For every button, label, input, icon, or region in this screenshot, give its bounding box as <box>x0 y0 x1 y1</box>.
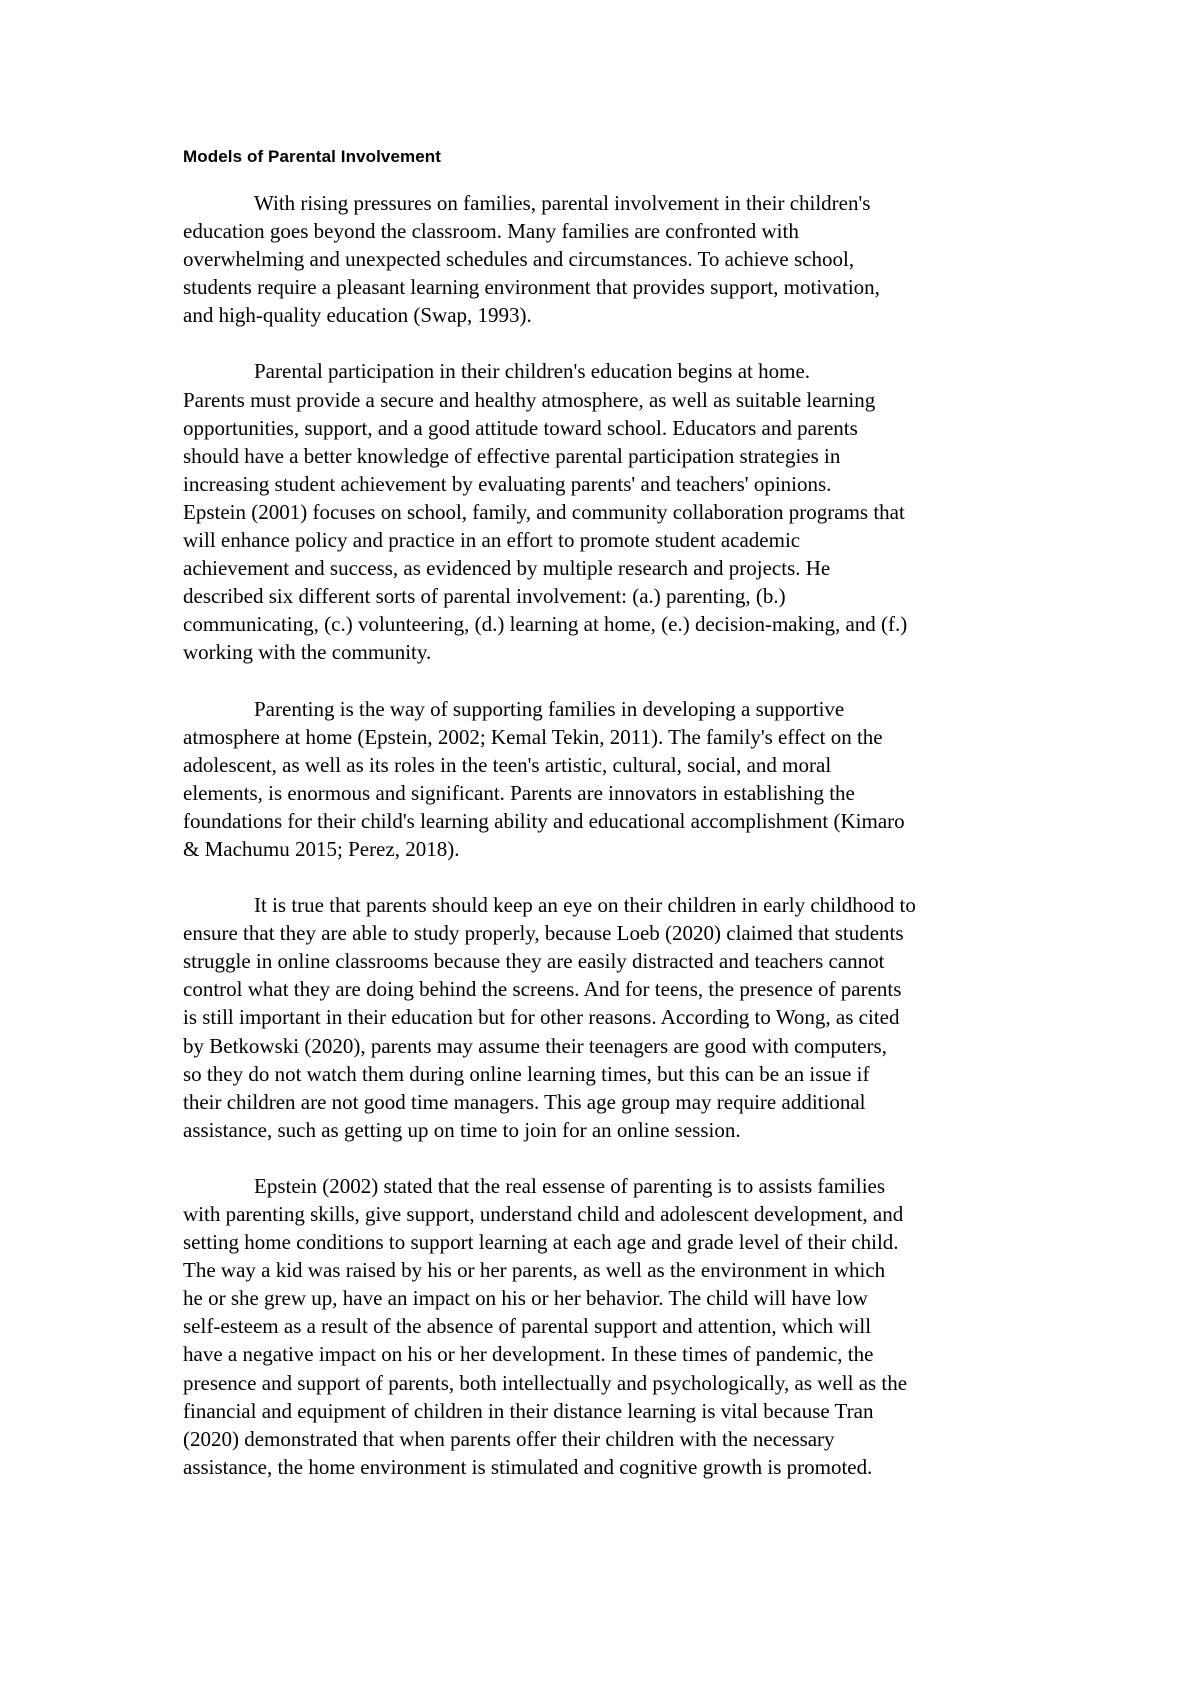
paragraph-line: with parenting skills, give support, understand child and adolescent development, and <box>183 1202 904 1226</box>
paragraph-line: adolescent, as well as its roles in the teen's artistic, cultural, social, and moral <box>183 752 832 777</box>
paragraph-line: setting home conditions to support learning at each age and grade level of their child. <box>183 1230 899 1255</box>
paragraph-line: financial and equipment of children in their distance learning is vital because Tran <box>183 1398 874 1423</box>
paragraph-line: Epstein (2001) focuses on school, family, and community collaboration programs that <box>183 499 905 524</box>
paragraph-2 <box>183 357 1023 666</box>
paragraph-line: should have a better knowledge of effective parental participation strategies in <box>183 443 841 468</box>
paragraph-line: achievement and success, as evidenced by multiple research and projects. He <box>183 556 831 581</box>
paragraph-line: & Machumu 2015; Perez, 2018). <box>183 836 460 861</box>
paragraph-line: With rising pressures on families, parental involvement in their children's <box>254 191 871 215</box>
paragraph-line: will enhance policy and practice in an effort to promote student academic <box>183 528 801 553</box>
paragraph-3 <box>183 695 1023 864</box>
paragraph-line: Parenting is the way of supporting families in developing a supportive <box>254 696 845 721</box>
paragraph-line: described six different sorts of parental involvement: (a.) parenting, (b.) <box>183 584 786 609</box>
paragraph-line: students require a pleasant learning environment that provides support, motivation, <box>183 275 880 300</box>
paragraph-line: struggle in online classrooms because they are easily distracted and teachers cannot <box>183 949 885 974</box>
paragraph-line: It is true that parents should keep an eye on their children in early childhood to <box>254 893 916 918</box>
paragraph-line: he or she grew up, have an impact on his or her behavior. The child will have low <box>183 1286 868 1311</box>
paragraph-line: so they do not watch them during online learning times, but this can be an issue if <box>183 1061 870 1086</box>
paragraph-4 <box>183 891 1023 1144</box>
document-title: Models of Parental Involvement <box>183 147 442 166</box>
paragraph-line: ensure that they are able to study properly, because Loeb (2020) claimed that students <box>183 921 904 946</box>
paragraph-line: control what they are doing behind the screens. And for teens, the presence of parents <box>183 977 902 1002</box>
paragraph-line: The way a kid was raised by his or her parents, as well as the environment in which <box>183 1258 886 1283</box>
paragraph-line: working with the community. <box>183 640 432 665</box>
paragraph-line: by Betkowski (2020), parents may assume their teenagers are good with computers, <box>183 1033 887 1058</box>
paragraph-line: atmosphere at home (Epstein, 2002; Kemal Tekin, 2011). The family's effect on the <box>183 724 883 749</box>
paragraph-line: communicating, (c.) volunteering, (d.) learning at home, (e.) decision-making, and (f.) <box>183 612 908 637</box>
paragraph-line: self-esteem as a result of the absence of parental support and attention, which will <box>183 1314 872 1339</box>
paragraph-line: elements, is enormous and significant. Parents are innovators in establishing the <box>183 780 855 805</box>
paragraph-line: education goes beyond the classroom. Many families are confronted with <box>183 219 799 244</box>
paragraph-1 <box>183 189 1023 329</box>
paragraph-line: assistance, such as getting up on time to join for an online session. <box>183 1117 741 1142</box>
paragraph-line: Parental participation in their children's education begins at home. <box>254 359 811 384</box>
paragraph-line: and high-quality education (Swap, 1993). <box>183 303 532 328</box>
paragraph-line: increasing student achievement by evaluating parents' and teachers' opinions. <box>183 471 832 496</box>
document-body <box>183 143 1023 1509</box>
paragraph-line: overwhelming and unexpected schedules and circumstances. To achieve school, <box>183 247 855 272</box>
paragraph-line: presence and support of parents, both intellectually and psychologically, as well as the <box>183 1370 908 1395</box>
paragraph-line: have a negative impact on his or her development. In these times of pandemic, the <box>183 1342 874 1367</box>
paragraph-5 <box>183 1172 1023 1481</box>
paragraph-line: their children are not good time managers. This age group may require additional <box>183 1089 866 1114</box>
paragraph-line: is still important in their education but for other reasons. According to Wong, as cited <box>183 1005 900 1030</box>
paragraph-line: opportunities, support, and a good attitude toward school. Educators and parents <box>183 415 858 440</box>
paragraph-line: (2020) demonstrated that when parents offer their children with the necessary <box>183 1426 835 1451</box>
paragraph-line: assistance, the home environment is stimulated and cognitive growth is promoted. <box>183 1454 873 1479</box>
paragraph-line: Epstein (2002) stated that the real essense of parenting is to assists families <box>254 1173 886 1198</box>
paragraph-line: Parents must provide a secure and healthy atmosphere, as well as suitable learning <box>183 387 876 412</box>
paragraph-line: foundations for their child's learning ability and educational accomplishment (Kimaro <box>183 808 905 833</box>
